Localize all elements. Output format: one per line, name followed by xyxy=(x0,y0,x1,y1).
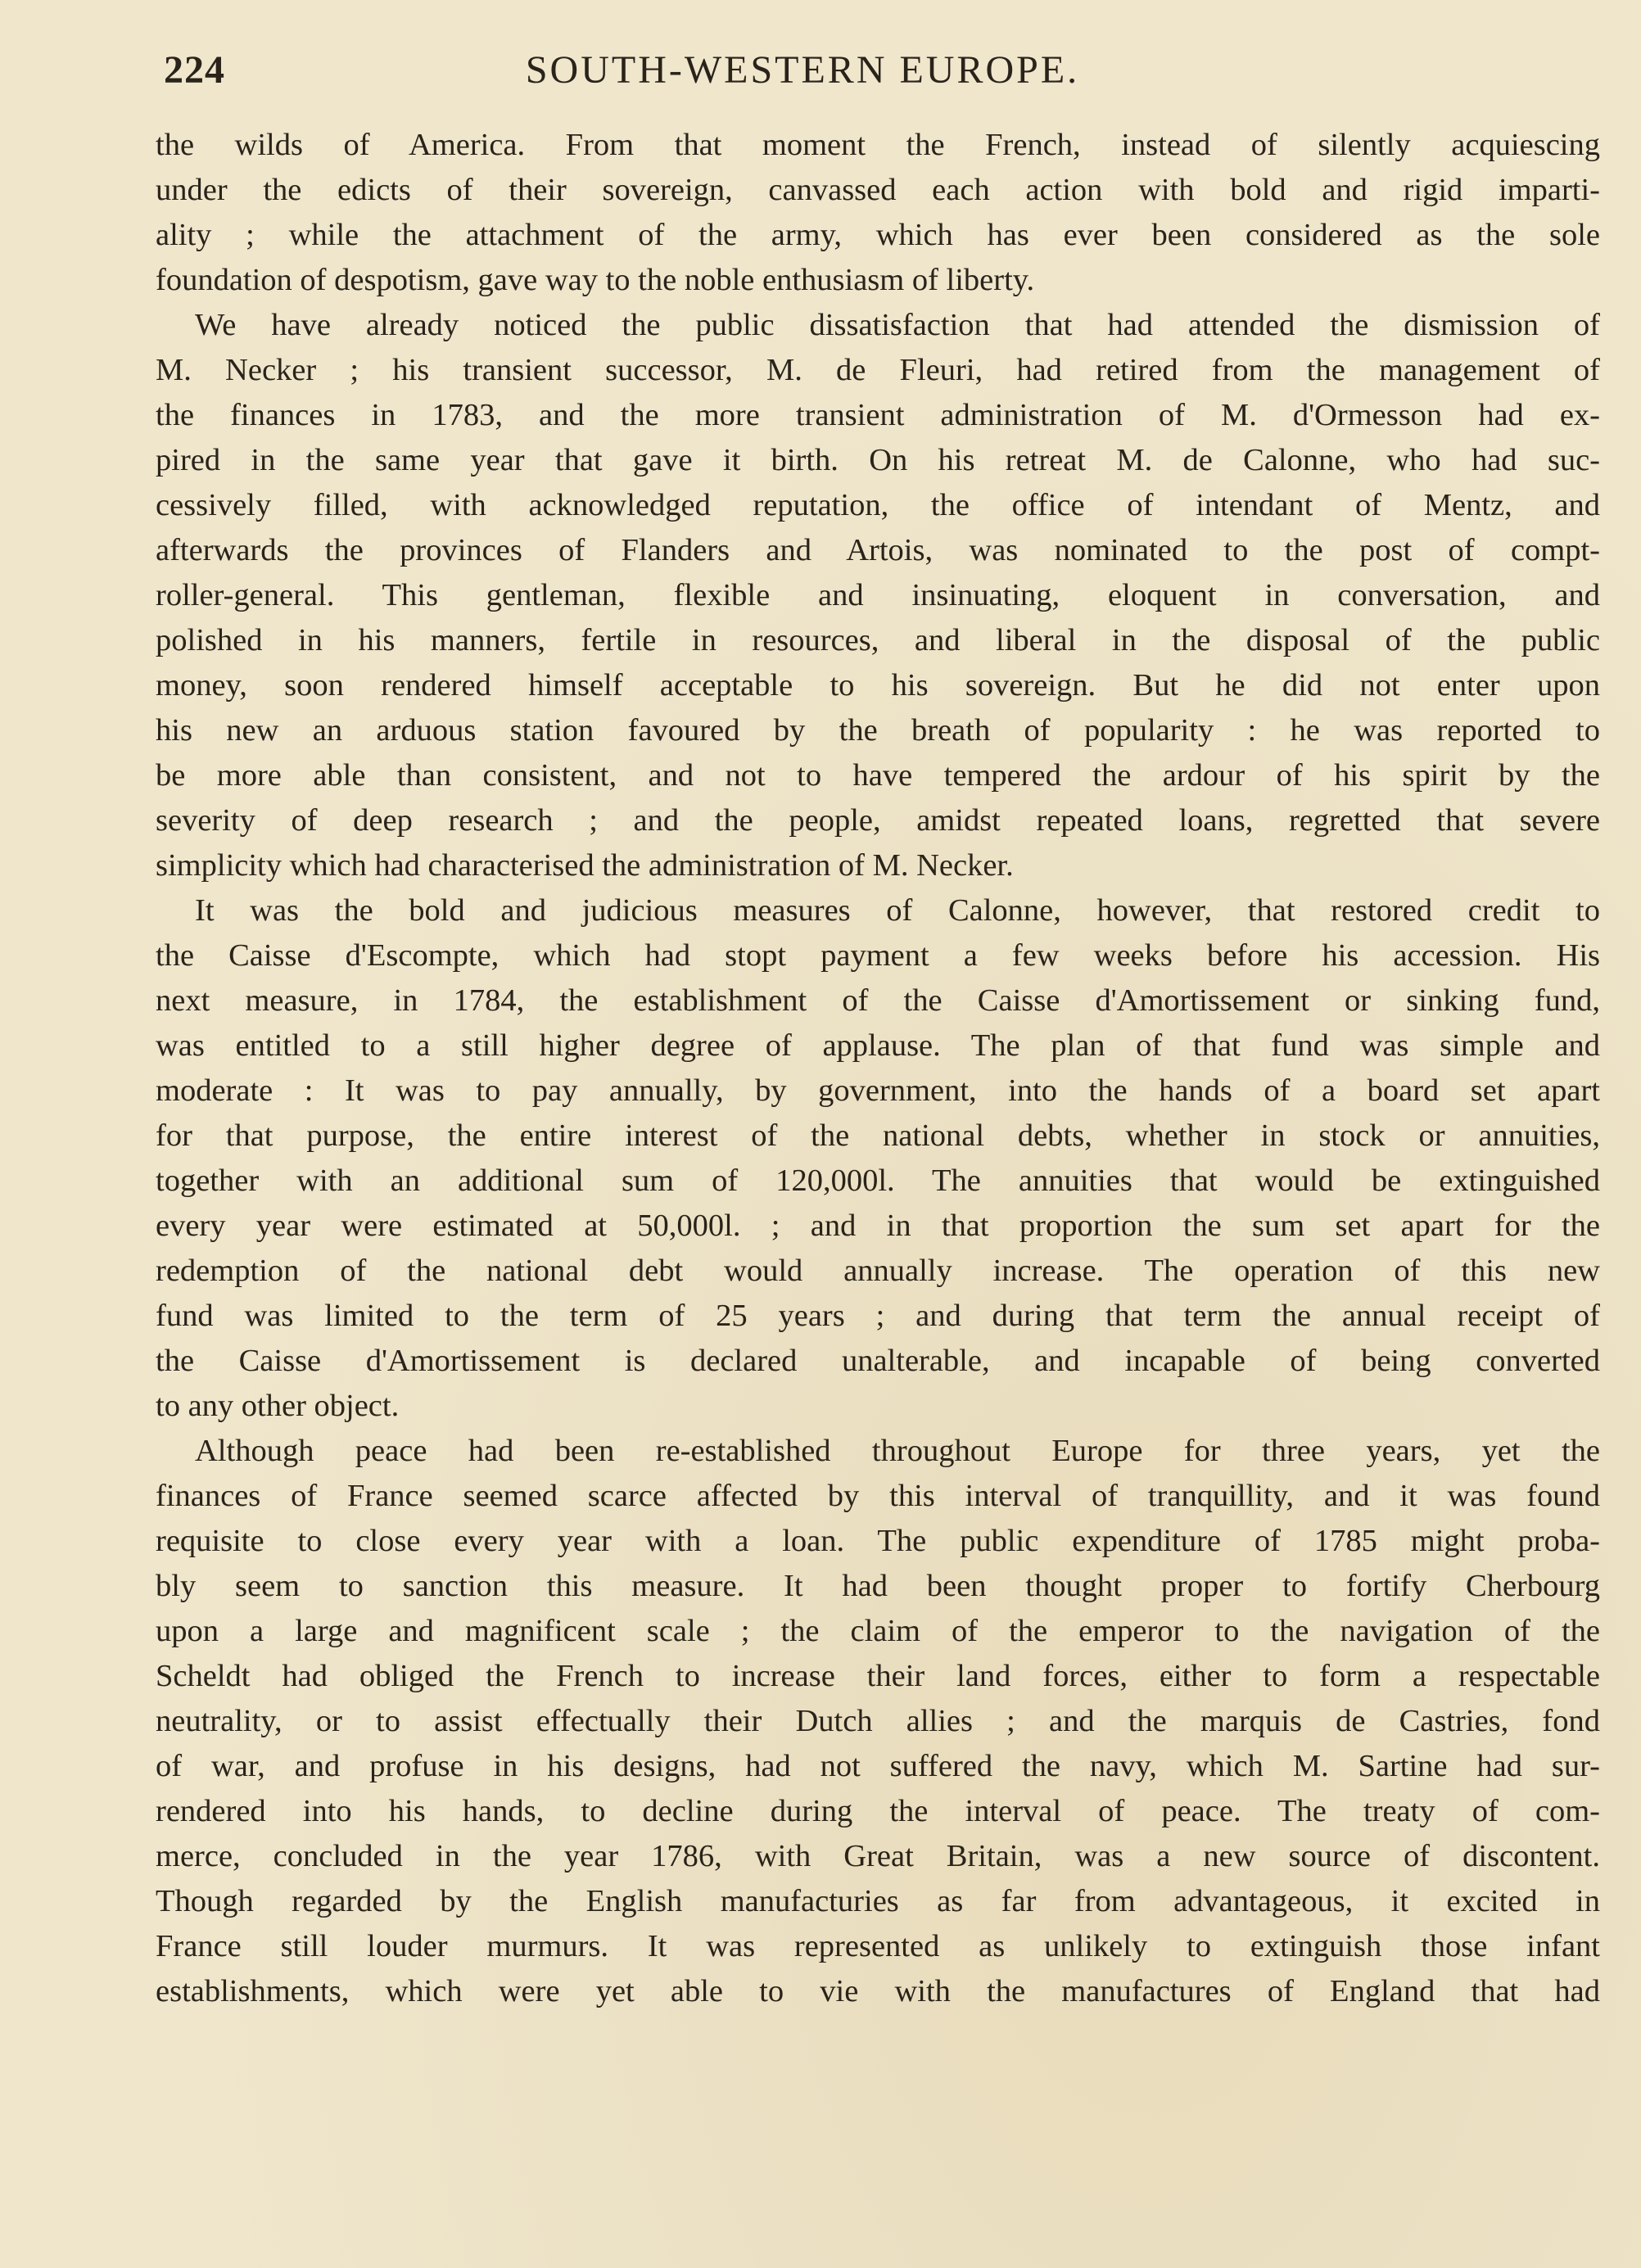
page-header xyxy=(164,47,1441,105)
text-line: merce, concluded in the year 1786, with Great Britain, was a new source of discontent. xyxy=(156,1839,1600,1873)
text-line: to any other object. xyxy=(156,1389,400,1423)
text-line: every year were estimated at 50,000l. ; and in that proportion the sum set apart for the xyxy=(156,1209,1600,1243)
page-number: 224 xyxy=(164,48,225,92)
text-line: the Caisse d'Amortissement is declared unalterable, and incapable of being converted xyxy=(156,1344,1600,1378)
text-line: establishments, which were yet able to vie with the manufactures of England that had xyxy=(156,1974,1600,2008)
text-line: France still louder murmurs. It was represented as unlikely to extinguish those infant xyxy=(156,1929,1600,1963)
text-line: It was the bold and judicious measures of Calonne, however, that restored credit to xyxy=(195,893,1600,928)
text-line: was entitled to a still higher degree of applause. The plan of that fund was simple and xyxy=(156,1028,1600,1063)
text-line: finances of France seemed scarce affected by this interval of tranquillity, and it was found xyxy=(156,1479,1600,1513)
text-line: the wilds of America. From that moment the French, instead of silently acquiescing xyxy=(156,128,1600,162)
text-line: requisite to close every year with a loan. The public expenditure of 1785 might proba- xyxy=(156,1524,1600,1558)
text-line: roller-general. This gentleman, flexible and insinuating, eloquent in conversation, and xyxy=(156,578,1600,612)
text-line: afterwards the provinces of Flanders and Artois, was nominated to the post of compt- xyxy=(156,533,1600,567)
text-line: severity of deep research ; and the people, amidst repeated loans, regretted that severe xyxy=(156,803,1600,838)
body-text xyxy=(156,123,1600,2014)
text-line: pired in the same year that gave it birth. On his retreat M. de Calonne, who had suc- xyxy=(156,443,1600,477)
text-line: moderate : It was to pay annually, by government, into the hands of a board set apart xyxy=(156,1073,1600,1108)
text-line: foundation of despotism, gave way to the noble enthusiasm of liberty. xyxy=(156,263,1035,297)
text-line: polished in his manners, fertile in resources, and liberal in the disposal of the public xyxy=(156,623,1600,657)
text-line: Though regarded by the English manufacturies as far from advantageous, it excited in xyxy=(156,1884,1600,1918)
text-line: ality ; while the attachment of the army, which has ever been considered as the sole xyxy=(156,218,1600,252)
text-line: neutrality, or to assist effectually their Dutch allies ; and the marquis de Castries, fond xyxy=(156,1704,1600,1738)
text-line: simplicity which had characterised the administration of M. Necker. xyxy=(156,848,1014,883)
text-line: fund was limited to the term of 25 years ; and during that term the annual receipt of xyxy=(156,1299,1600,1333)
text-line: redemption of the national debt would annually increase. The operation of this new xyxy=(156,1254,1600,1288)
text-line: the Caisse d'Escompte, which had stopt payment a few weeks before his accession. His xyxy=(156,938,1600,973)
text-line: for that purpose, the entire interest of the national debts, whether in stock or annuities, xyxy=(156,1118,1600,1153)
text-line: next measure, in 1784, the establishment of the Caisse d'Amortissement or sinking fund, xyxy=(156,983,1600,1018)
text-line: cessively filled, with acknowledged reputation, the office of intendant of Mentz, and xyxy=(156,488,1600,522)
running-head: SOUTH-WESTERN EUROPE. xyxy=(525,48,1080,92)
text-line: under the edicts of their sovereign, canvassed each action with bold and rigid imparti- xyxy=(156,173,1600,207)
text-line: together with an additional sum of 120,000l. The annuities that would be extinguished xyxy=(156,1163,1600,1198)
text-line: M. Necker ; his transient successor, M. de Fleuri, had retired from the management of xyxy=(156,353,1600,387)
text-line: We have already noticed the public dissatisfaction that had attended the dismission of xyxy=(195,308,1600,342)
text-line: upon a large and magnificent scale ; the claim of the emperor to the navigation of the xyxy=(156,1614,1600,1648)
text-line: be more able than consistent, and not to have tempered the ardour of his spirit by the xyxy=(156,758,1600,793)
text-line: his new an arduous station favoured by the breath of popularity : he was reported to xyxy=(156,713,1600,748)
text-line: rendered into his hands, to decline during the interval of peace. The treaty of com- xyxy=(156,1794,1600,1828)
text-line: money, soon rendered himself acceptable to his sovereign. But he did not enter upon xyxy=(156,668,1600,703)
text-line: the finances in 1783, and the more transient administration of M. d'Ormesson had ex- xyxy=(156,398,1600,432)
text-line: Scheldt had obliged the French to increase their land forces, either to form a respectable xyxy=(156,1659,1600,1693)
text-line: Although peace had been re-established throughout Europe for three years, yet the xyxy=(195,1434,1600,1468)
text-line: bly seem to sanction this measure. It had been thought proper to fortify Cherbourg xyxy=(156,1569,1600,1603)
text-line: of war, and profuse in his designs, had not suffered the navy, which M. Sartine had sur- xyxy=(156,1749,1600,1783)
